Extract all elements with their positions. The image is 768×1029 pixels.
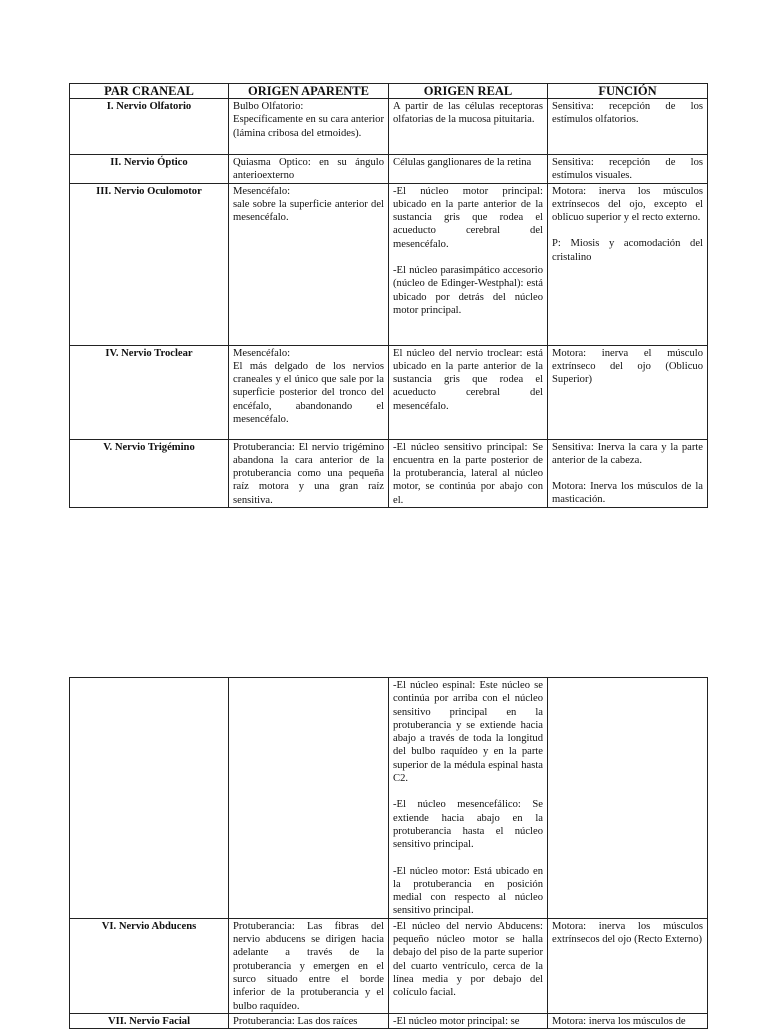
origen-real-text: -El núcleo motor principal: se xyxy=(393,1015,520,1027)
funcion-cell xyxy=(548,345,708,439)
funcion-cell xyxy=(548,439,708,507)
nerve-name: IV. Nervio Troclear xyxy=(70,345,229,439)
origen-aparente-cell xyxy=(229,918,389,1013)
origen-real-cell xyxy=(389,155,548,184)
origen-real-text: -El núcleo espinal: Este núcleo se continúa por arriba con el núcleo sensitivo principal en la protuberancia y se extiende hacia abajo a través de toda la longitud del bulbo raquídeo y en la parte superior de la médula espinal hasta C2. xyxy=(393,680,543,785)
origen-real-cell xyxy=(389,439,548,507)
nerve-name: VII. Nervio Facial xyxy=(70,1013,229,1028)
table-row xyxy=(70,183,708,345)
origen-real-text: -El núcleo sensitivo principal: Se encuentra en la parte posterior de la protuberancia, lateral al núcleo motor, se continúa por abajo con el. xyxy=(393,441,543,506)
origen-real-text: -El núcleo del nervio Abducens: pequeño núcleo motor se halla debajo del piso de la parte superior del cuarto ventrículo, cerca de la línea media y por debajo del colículo facial. xyxy=(393,920,543,999)
funcion-cell xyxy=(548,183,708,345)
table-row xyxy=(70,345,708,439)
origen-real-text: -El núcleo mesencefálico: Se extiende hacia abajo en la protuberancia hasta el núcleo sensitivo principal. xyxy=(393,799,543,851)
funcion-text: Motora: inerva los músculos extrínsecos del ojo (Recto Externo) xyxy=(552,920,703,946)
funcion-text: P: Miosis y acomodación del cristalino xyxy=(552,238,703,263)
funcion-text: Motora: Inerva los músculos de la masticación. xyxy=(552,481,703,506)
nerve-name: III. Nervio Oculomotor xyxy=(70,183,229,345)
nerve-name: V. Nervio Trigémino xyxy=(70,439,229,507)
header-origen-real: ORIGEN REAL xyxy=(389,84,548,99)
origen-real-text: -El núcleo motor: Está ubicado en la protuberancia en posición medial con respecto al núcleo sensitivo principal. xyxy=(393,865,543,917)
funcion-text: Motora: inerva los músculos extrínsecos del ojo, excepto el oblicuo superior y el recto externo. xyxy=(552,185,703,224)
origen-aparente-cell xyxy=(229,345,389,439)
header-par-craneal: PAR CRANEAL xyxy=(70,84,229,99)
table-row xyxy=(70,155,708,184)
origen-aparente-text: Protuberancia: Las fibras del nervio abducens se dirigen hacia adelante a través de la protuberancia y emergen en el surco situado entre el borde inferior de la protuberancia y el bulbo raquídeo. xyxy=(233,920,384,1012)
funcion-cell xyxy=(548,99,708,155)
nerve-name: II. Nervio Óptico xyxy=(70,155,229,184)
origen-real-cell xyxy=(389,1013,548,1028)
origen-real-cell xyxy=(389,99,548,155)
origen-real-cell xyxy=(389,918,548,1013)
table-row xyxy=(70,678,708,919)
table-row xyxy=(70,99,708,155)
origen-real-text: -El núcleo motor principal: ubicado en la parte anterior de la sustancia gris que rodea el acueducto cerebral del mesencéfalo. xyxy=(393,185,543,250)
nerve-name: I. Nervio Olfatorio xyxy=(70,99,229,155)
origen-aparente-text: Mesencéfalo: El más delgado de los nervios craneales y el único que sale por la superficie posterior del tronco del encéfalo, abandonando el mesencéfalo. xyxy=(233,347,384,426)
funcion-text: Sensitiva: recepción de los estímulos olfatorios. xyxy=(552,101,703,126)
funcion-text: Sensitiva: recepción de los estímulos visuales. xyxy=(552,157,703,182)
origen-real-cell xyxy=(389,678,548,919)
origen-aparente-text: Protuberancia: Las dos raíces xyxy=(233,1015,358,1027)
origen-aparente-cell xyxy=(229,183,389,345)
origen-aparente-text: Mesencéfalo: sale sobre la superficie anterior del mesencéfalo. xyxy=(233,185,384,224)
origen-aparente-text: Protuberancia: El nervio trigémino abandona la cara anterior de la protuberancia como una pequeña raíz motora y una gran raíz sensitiva. xyxy=(233,441,384,506)
origen-real-cell xyxy=(389,345,548,439)
origen-aparente-cell xyxy=(229,678,389,919)
funcion-cell xyxy=(548,1013,708,1028)
funcion-text: Sensitiva: Inerva la cara y la parte anterior de la cabeza. xyxy=(552,441,703,466)
origen-aparente-cell xyxy=(229,439,389,507)
funcion-cell xyxy=(548,918,708,1013)
funcion-cell xyxy=(548,155,708,184)
funcion-cell xyxy=(548,678,708,919)
table-row xyxy=(70,918,708,1013)
table-row xyxy=(70,439,708,507)
nerve-name: VI. Nervio Abducens xyxy=(70,918,229,1013)
origen-real-text: -El núcleo parasimpático accesorio (núcleo de Edinger-Westphal): está ubicado por detrás del núcleo motor principal. xyxy=(393,265,543,316)
funcion-text: Motora: inerva los músculos de xyxy=(552,1015,686,1027)
origen-real-text: El núcleo del nervio troclear: está ubicado en la parte anterior de la sustancia gris que rodea el acueducto cerebral del mesencéfalo. xyxy=(393,347,543,412)
origen-aparente-cell xyxy=(229,1013,389,1028)
origen-aparente-text: Quiasma Optico: en su ángulo anterioexterno xyxy=(233,157,384,182)
funcion-text: Motora: inerva el músculo extrínseco del ojo (Oblicuo Superior) xyxy=(552,347,703,386)
origen-real-text: A partir de las células receptoras olfatorias de la mucosa pituitaria. xyxy=(393,101,543,126)
header-origen-aparente: ORIGEN APARENTE xyxy=(229,84,389,99)
nerve-name xyxy=(70,678,229,919)
header-funcion: FUNCIÓN xyxy=(548,84,708,99)
cranial-nerves-table-page-1 xyxy=(69,83,708,508)
origen-aparente-cell xyxy=(229,155,389,184)
cranial-nerves-table-page-2 xyxy=(69,677,708,1029)
origen-aparente-text: Bulbo Olfatorio: Específicamente en su cara anterior (lámina cribosa del etmoides). xyxy=(233,101,384,139)
origen-aparente-cell xyxy=(229,99,389,155)
table-row xyxy=(70,1013,708,1028)
origen-real-text: Células ganglionares de la retina xyxy=(393,157,532,168)
origen-real-cell xyxy=(389,183,548,345)
